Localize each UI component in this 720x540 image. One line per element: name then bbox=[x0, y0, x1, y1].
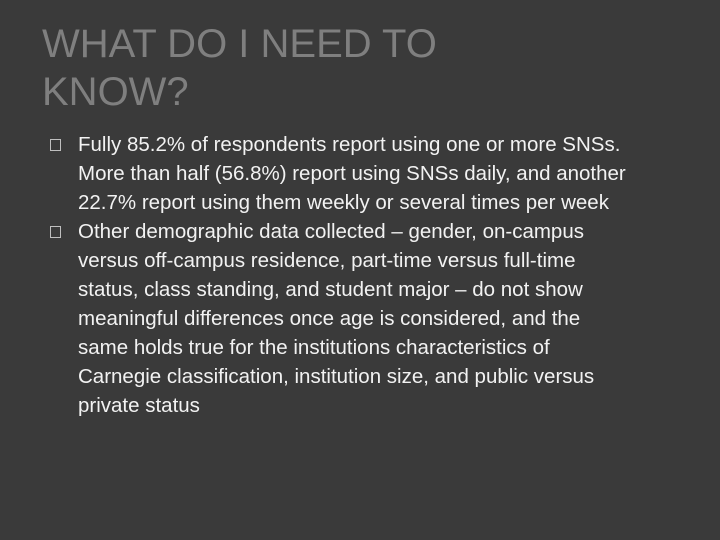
bullet-list bbox=[50, 130, 630, 420]
bullet-item bbox=[50, 217, 630, 420]
bullet-text: Fully 85.2% of respondents report using one or more SNSs. More than half (56.8%) report using SNSs daily, and another 22.7% report using them weekly or several times per week bbox=[78, 133, 626, 214]
square-outline-icon bbox=[50, 226, 61, 238]
square-outline-icon bbox=[50, 139, 61, 151]
title-line-1: WHAT DO I NEED TO bbox=[42, 22, 437, 66]
title-line-2: KNOW? bbox=[42, 70, 189, 114]
bullet-item bbox=[50, 130, 630, 217]
bullet-text: Other demographic data collected – gender, on-campus versus off-campus residence, part-time versus full-time status, class standing, and student major – do not show meaningful differences once age is considered, and the same holds true for the institutions characteristics of Carnegie classification, institution size, and public versus private status bbox=[78, 220, 595, 417]
slide-title bbox=[42, 20, 602, 116]
